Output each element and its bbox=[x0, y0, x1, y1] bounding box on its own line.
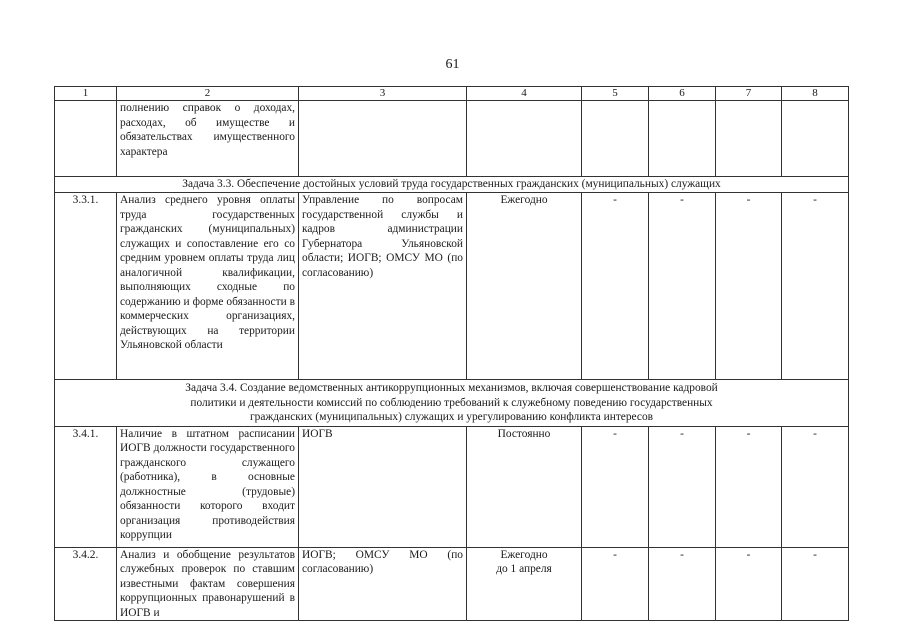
responsible-executor: ИОГВ bbox=[299, 426, 467, 547]
value-cell bbox=[649, 101, 716, 177]
value-cell: - bbox=[716, 193, 782, 380]
table-row bbox=[55, 193, 849, 380]
row-number: 3.4.1. bbox=[55, 426, 117, 547]
row-number: 3.4.2. bbox=[55, 547, 117, 621]
table-row bbox=[55, 547, 849, 621]
term: Ежегодно bbox=[467, 193, 582, 380]
col-header: 8 bbox=[782, 87, 849, 101]
col-header: 1 bbox=[55, 87, 117, 101]
table-row bbox=[55, 101, 849, 177]
value-cell: - bbox=[582, 547, 649, 621]
table-row bbox=[55, 426, 849, 547]
column-number-header bbox=[55, 87, 849, 101]
value-cell: - bbox=[582, 426, 649, 547]
value-cell bbox=[782, 101, 849, 177]
col-header: 4 bbox=[467, 87, 582, 101]
responsible-executor: Управление по вопросам государственной службы и кадров администрации Губернатора Ульяновской области; ИОГВ; ОМСУ МО (по согласованию) bbox=[299, 193, 467, 380]
task-heading-row bbox=[55, 380, 849, 427]
value-cell: - bbox=[649, 547, 716, 621]
page-number: 61 bbox=[445, 57, 460, 72]
term-line: Ежегодно bbox=[500, 548, 548, 561]
value-cell: - bbox=[582, 193, 649, 380]
responsible-executor: ИОГВ; ОМСУ МО (по согласованию) bbox=[299, 547, 467, 621]
col-header: 2 bbox=[117, 87, 299, 101]
value-cell bbox=[716, 101, 782, 177]
col-header: 5 bbox=[582, 87, 649, 101]
col-header: 3 bbox=[299, 87, 467, 101]
measure-description: Анализ среднего уровня оплаты труда государственных гражданских (муниципальных) служащих и сопоставление его со средним уровнем оплаты труда лиц аналогичной квалификации, выполняющих сходные по содержанию и форме обязанности в коммерческих организациях, действующих на территории Ульяновской области bbox=[117, 193, 299, 380]
value-cell: - bbox=[782, 426, 849, 547]
value-cell: - bbox=[782, 193, 849, 380]
responsible-cell bbox=[299, 101, 467, 177]
col-header: 6 bbox=[649, 87, 716, 101]
term: Постоянно bbox=[467, 426, 582, 547]
value-cell: - bbox=[649, 193, 716, 380]
task-heading: Задача 3.3. Обеспечение достойных условий труда государственных гражданских (муниципальных) служащих bbox=[55, 177, 849, 193]
term bbox=[467, 547, 582, 621]
plan-table bbox=[54, 86, 849, 621]
value-cell: - bbox=[716, 547, 782, 621]
value-cell: - bbox=[649, 426, 716, 547]
row-number-cell bbox=[55, 101, 117, 177]
measure-description: Наличие в штатном расписании ИОГВ должности государственного гражданского служащего (работника), в основные должностные (трудовые) обязанности которого входит организация противодействия коррупции bbox=[117, 426, 299, 547]
task-heading: Задача 3.4. Создание ведомственных антикоррупционных механизмов, включая совершенствование кадровой политики и деятельности комиссий по соблюдению требований к служебному поведению государственных гражданских (муниципальных) служащих и урегулированию конфликта интересов bbox=[55, 380, 849, 427]
value-cell bbox=[582, 101, 649, 177]
col-header: 7 bbox=[716, 87, 782, 101]
row-number: 3.3.1. bbox=[55, 193, 117, 380]
term-cell bbox=[467, 101, 582, 177]
value-cell: - bbox=[716, 426, 782, 547]
task-heading-row bbox=[55, 177, 849, 193]
measure-description: Анализ и обобщение результатов служебных проверок по ставшим известными фактам совершения коррупционных правонарушений в ИОГВ и bbox=[117, 547, 299, 621]
value-cell: - bbox=[782, 547, 849, 621]
term-line: до 1 апреля bbox=[496, 563, 552, 575]
measure-description: полнению справок о доходах, расходах, об имуществе и обязательствах имущественного характера bbox=[117, 101, 299, 177]
